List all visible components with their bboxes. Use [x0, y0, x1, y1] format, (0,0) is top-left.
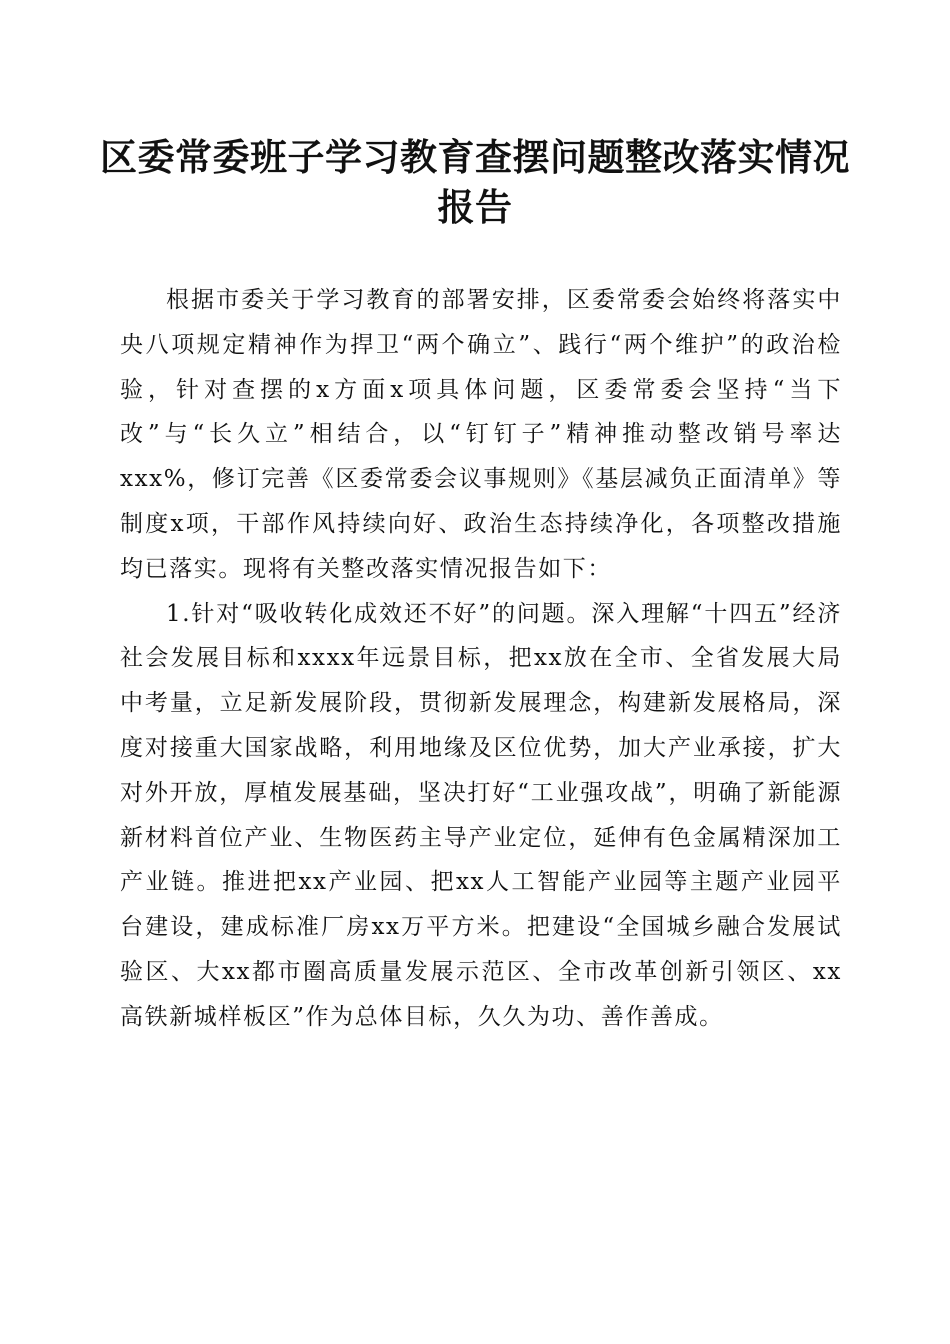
body-paragraph-intro: 根据市委关于学习教育的部署安排，区委常委会始终将落实中央八项规定精神作为捍卫“两个确立”、践行“两个维护”的政治检验，针对查摆的x方面x项具体问题，区委常委会坚持“当下改”与“长久立”相结合，以“钉钉子”精神推动整改销号率达xxx%，修订完善《区委常委会议事规则》《基层减负正面清单》等制度x项，干部作风持续向好、政治生态持续净化，各项整改措施均已落实。现将有关整改落实情况报告如下：	[120, 287, 842, 582]
body-paragraph-item-1: 1.针对“吸收转化成效还不好”的问题。深入理解“十四五”经济社会发展目标和xxxx年远景目标，把xx放在全市、全省发展大局中考量，立足新发展阶段，贯彻新发展理念，构建新发展格局，深度对接重大国家战略，利用地缘及区位优势，加大产业承接，扩大对外开放，厚植发展基础，坚决打好“工业强攻战”，明确了新能源新材料首位产业、生物医药主导产业定位，延伸有色金属精深加工产业链。推进把xx产业园、把xx人工智能产业园等主题产业园平台建设，建成标准厂房xx万平方米。把建设“全国城乡融合发展试验区、大xx都市圈高质量发展示范区、全市改革创新引领区、xx高铁新城样板区”作为总体目标，久久为功、善作善成。	[120, 600, 842, 1030]
document-body	[120, 278, 842, 1040]
title-line-1: 区委常委班子学习教育查摆问题整改落实情况	[100, 135, 850, 179]
title-line-2: 报告	[437, 185, 513, 229]
document-title	[100, 132, 850, 232]
